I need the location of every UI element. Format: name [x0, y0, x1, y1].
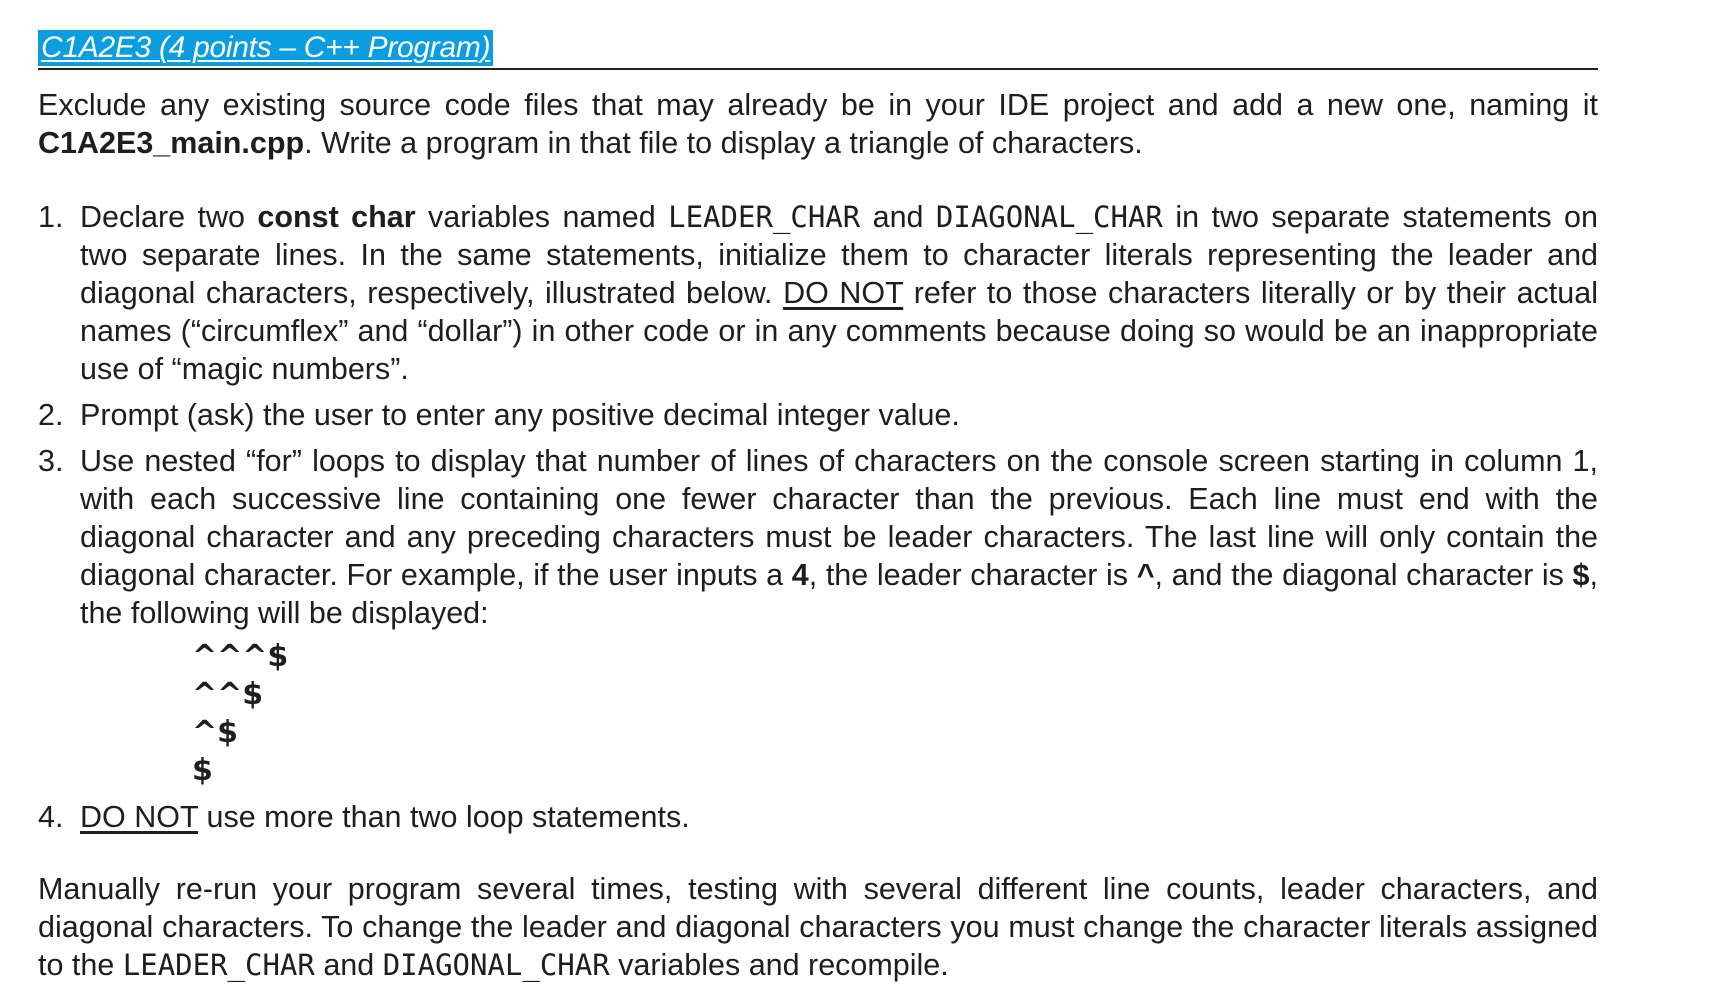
outro-text: and	[314, 948, 383, 982]
leader-char-identifier: LEADER_CHAR	[122, 948, 315, 982]
item-text: , the leader character is	[808, 558, 1137, 592]
list-item-3	[38, 442, 1598, 790]
const-char-keyword: const char	[257, 200, 416, 234]
item-text: Declare two	[80, 200, 258, 234]
item-number: 1.	[38, 200, 64, 234]
outro-text: variables and recompile.	[609, 948, 949, 982]
example-diagonal-char: $	[1572, 558, 1590, 592]
document-page	[38, 26, 1598, 984]
exercise-heading: C1A2E3 (4 points – C++ Program)	[38, 30, 493, 66]
item-text: refer to those characters literally or by their actual names (“circumflex” and “dollar”) in other code or in any comments because doing so would be an inappropriate use of “magic numbers”.	[80, 276, 1598, 386]
example-leader-char: ^	[1136, 558, 1155, 592]
intro-text-2: . Write a program in that file to display a triangle of characters.	[304, 126, 1143, 160]
outro-paragraph	[38, 870, 1598, 984]
diagonal-char-identifier: DIAGONAL_CHAR	[382, 948, 610, 982]
outro-text: Manually re-run your program several times, testing with several different line counts, leader characters, and diagonal characters. To change the leader and diagonal characters you must change the character literals assigned to the	[38, 872, 1598, 982]
item-number: 4.	[38, 800, 64, 834]
item-text: and	[860, 200, 936, 234]
list-item-2	[38, 396, 1598, 434]
item-text: variables named	[415, 200, 669, 234]
intro-paragraph	[38, 86, 1598, 162]
item-text: Use nested “for” loops to display that number of lines of characters on the console screen starting in column 1, with each successive line containing one fewer character than the previous. Each line must end with the diagonal character and any preceding characters must be leader characters. The last line will only contain the diagonal character. For example, if the user inputs a	[80, 444, 1598, 592]
diagonal-char-identifier: DIAGONAL_CHAR	[935, 200, 1163, 234]
triangle-output	[192, 638, 1598, 790]
item-text: , the following will be displayed:	[80, 558, 1598, 630]
filename: C1A2E3_main.cpp	[38, 126, 305, 160]
item-number: 2.	[38, 398, 64, 432]
list-item-4	[38, 798, 1598, 836]
do-not-emphasis: DO NOT	[80, 800, 199, 834]
item-text: in two separate statements on two separate lines. In the same statements, initialize them to character literals representing the leader and diagonal characters, respectively, illustrated below.	[80, 200, 1598, 310]
item-text: use more than two loop statements.	[198, 800, 690, 834]
item-text: , and the diagonal character is	[1154, 558, 1573, 592]
list-item-1	[38, 198, 1598, 388]
triangle-line: ^^$	[192, 677, 264, 712]
item-number: 3.	[38, 444, 64, 478]
instruction-list	[38, 198, 1598, 836]
item-text: Prompt (ask) the user to enter any positive decimal integer value.	[80, 398, 960, 432]
heading-rule	[38, 26, 1598, 70]
triangle-line: ^$	[192, 715, 239, 750]
leader-char-identifier: LEADER_CHAR	[668, 200, 861, 234]
triangle-line: $	[192, 753, 213, 788]
example-count: 4	[791, 558, 809, 592]
intro-text-1: Exclude any existing source code files that may already be in your IDE project and add a new one, naming it	[38, 88, 1598, 122]
do-not-emphasis: DO NOT	[783, 276, 904, 310]
triangle-line: ^^^$	[192, 639, 289, 674]
